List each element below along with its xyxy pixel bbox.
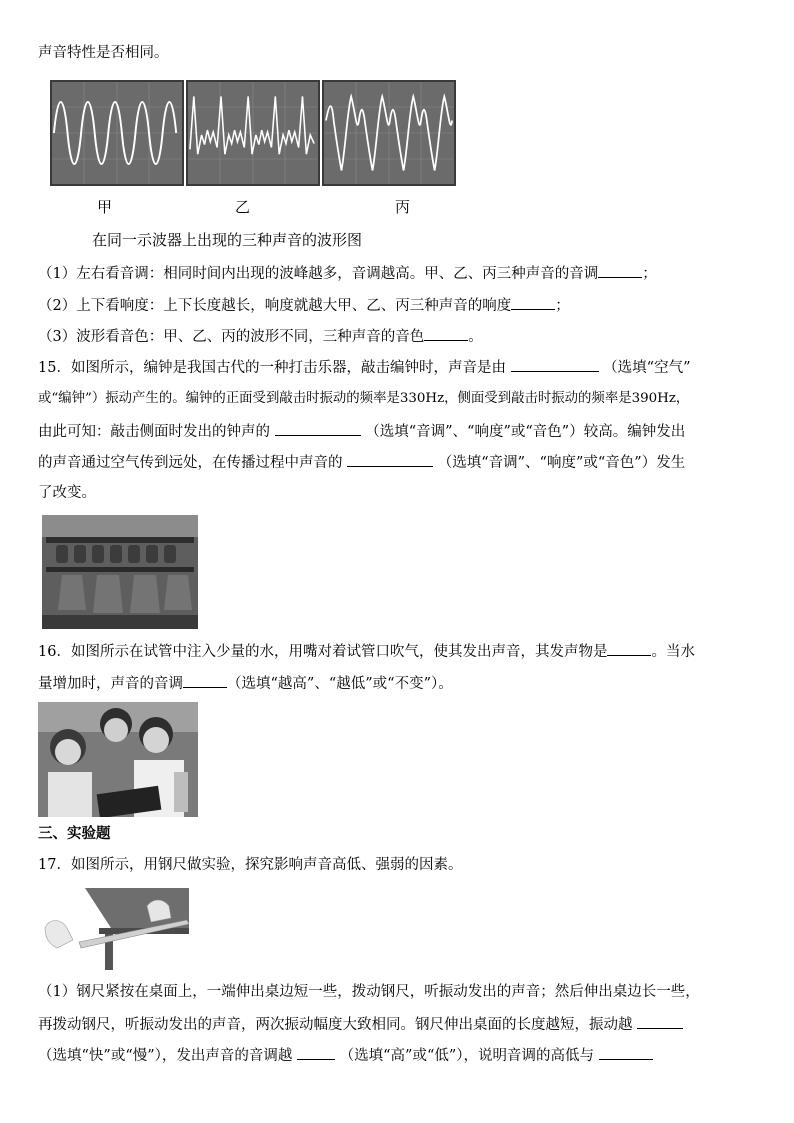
students-photo [38,702,198,817]
q17-part1-line3a: （选填“快”或“慢”），发出声音的音调越 [38,1048,293,1064]
q14-part3 [38,326,483,347]
intro-text: 声音特性是否相同。 [38,45,169,61]
q14-part1-blank[interactable] [598,263,642,278]
q17-part1-line1: （1）钢尺紧按在桌面上，一端伸出桌边短一些，拨动钢尺，听振动发出的声音；然后伸出桌边长一些， [38,984,700,1000]
q17-part1-line3b: （选填“高”或“低”），说明音调的高低与 [339,1048,595,1064]
q14-part1 [38,263,657,284]
waveform-bing [322,80,456,186]
q15-blank-source[interactable] [511,357,599,372]
q16-blank-source[interactable] [607,641,651,656]
q14-part1-text: （1）左右看音调：相同时间内出现的波峰越多，音调越高。甲、乙、丙三种声音的音调 [38,266,599,282]
q15-line4 [38,452,685,473]
q14-part3-text: （3）波形看音色：甲、乙、丙的波形不同，三种声音的音色 [38,329,425,345]
bianzhong-photo [42,515,198,629]
q14-part2 [38,295,570,316]
waveform-yi [186,80,320,186]
q17-part1-line2 [38,1014,683,1035]
q17-part1-line3 [38,1045,653,1066]
q14-part2-end: ； [555,298,570,314]
q14-part1-end: ； [642,266,657,282]
q14-part2-blank[interactable] [511,295,555,310]
q16-line2a: 量增加时，声音的音调 [38,676,183,692]
q15-line1a: 15．如图所示，编钟是我国古代的一种打击乐器，敲击编钟时，声音是由 [38,360,506,376]
q15-line4a: 的声音通过空气传到远处，在传播过程中声音的 [38,455,343,471]
q15-line3a: 由此可知：敲击侧面时发出的钟声的 [38,424,270,440]
q16-line2b: （选填“越高”、“越低”或“不变”）。 [227,676,453,692]
section-heading-experiment: 三、实验题 [38,826,111,842]
ruler-experiment-figure [39,888,189,970]
q17-blank-speed[interactable] [637,1014,683,1029]
q15-line3b: （选填“音调”、“响度”或“音色”）较高。编钟发出 [365,424,686,440]
q15-line2: 或“编钟”）振动产生的。编钟的正面受到敲击时振动的频率是330Hz，侧面受到敲击时振动的频率是390Hz， [38,391,690,406]
q14-part3-blank[interactable] [424,326,468,341]
q16-line1a: 16．如图所示在试管中注入少量的水，用嘴对着试管口吹气，使其发出声音，其发声物是 [38,644,608,660]
q17-blank-pitch[interactable] [297,1045,335,1060]
q15-line5: 了改变。 [38,485,96,501]
q15-line1b: （选填“空气” [603,360,691,376]
waveform-label-bing: 丙 [395,198,411,216]
waveform-label-yi: 乙 [235,198,251,216]
waveform-label-jia: 甲 [97,198,113,216]
q14-part3-end: 。 [468,329,483,345]
waveform-jia [50,80,184,186]
q15-line4b: （选填“音调”、“响度”或“音色”）发生 [437,455,686,471]
waveform-caption: 在同一示波器上出现的三种声音的波形图 [92,231,363,249]
q14-part2-text: （2）上下看响度：上下长度越长，响度就越大甲、乙、丙三种声音的响度 [38,298,512,314]
q15-line1 [38,357,691,378]
q16-line1 [38,641,695,662]
q16-line1b: 。当水 [651,644,695,660]
q15-line3 [38,421,685,442]
q15-blank-changed[interactable] [347,452,433,467]
q15-blank-property[interactable] [275,421,361,436]
q16-blank-pitch[interactable] [183,673,227,688]
q17-part1-line2-text: 再拨动钢尺，听振动发出的声音，两次振动幅度大致相同。钢尺伸出桌面的长度越短，振动越 [38,1017,633,1033]
q17-title: 17．如图所示，用钢尺做实验，探究影响声音高低、强弱的因素。 [38,857,463,873]
q17-blank-factor[interactable] [599,1045,653,1060]
q16-line2 [38,673,453,694]
